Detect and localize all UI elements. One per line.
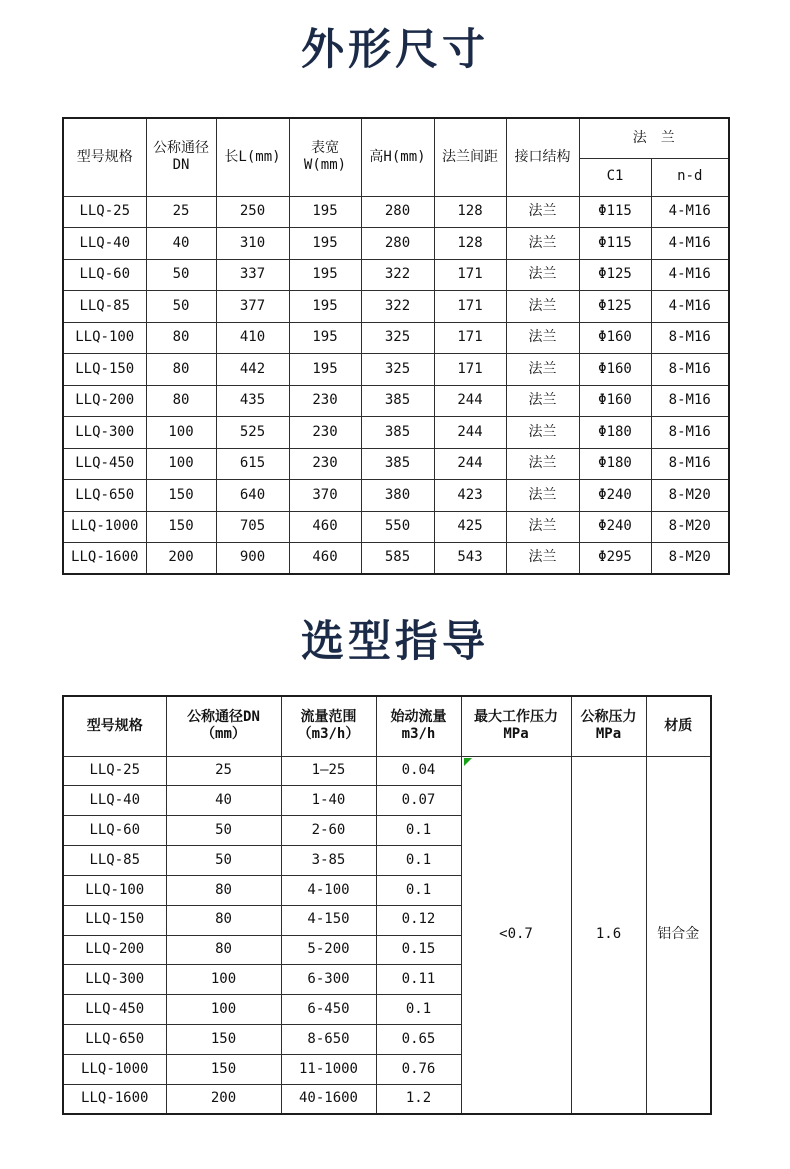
section-title-dimensions: 外形尺寸 xyxy=(301,25,489,75)
table-cell: 0.04 xyxy=(376,756,461,786)
table-cell: 230 xyxy=(289,417,361,449)
table-cell: 171 xyxy=(434,291,506,323)
table-cell: 150 xyxy=(166,1025,281,1055)
table-cell: 150 xyxy=(146,480,216,512)
table-row xyxy=(63,259,729,291)
table-cell: 8-650 xyxy=(281,1025,376,1055)
table-cell: 0.07 xyxy=(376,786,461,816)
table-row xyxy=(63,480,729,512)
table-cell: 80 xyxy=(166,875,281,905)
dimensions-table-header xyxy=(63,118,729,196)
table-cell: 8-M16 xyxy=(651,322,729,354)
table-cell: 370 xyxy=(289,480,361,512)
column-header: 型号规格 xyxy=(63,696,166,756)
table-cell: 50 xyxy=(166,816,281,846)
table-cell: 200 xyxy=(166,1084,281,1114)
table-cell: 640 xyxy=(216,480,289,512)
table-cell: 230 xyxy=(289,448,361,480)
table-cell: 150 xyxy=(166,1054,281,1084)
table-cell: 6-300 xyxy=(281,965,376,995)
table-cell: 11-1000 xyxy=(281,1054,376,1084)
table-cell: 法兰 xyxy=(506,511,579,543)
table-cell: LLQ-40 xyxy=(63,228,146,260)
table-cell: 385 xyxy=(361,385,434,417)
column-header: 表宽W(mm) xyxy=(289,118,361,196)
table-cell: 8-M16 xyxy=(651,354,729,386)
table-cell: 0.15 xyxy=(376,935,461,965)
table-cell: Φ180 xyxy=(579,448,651,480)
table-row xyxy=(63,756,711,786)
table-cell: 435 xyxy=(216,385,289,417)
table-cell: 1.2 xyxy=(376,1084,461,1114)
table-cell: 460 xyxy=(289,543,361,575)
table-cell: 195 xyxy=(289,259,361,291)
table-cell: 250 xyxy=(216,196,289,228)
table-cell: 80 xyxy=(146,354,216,386)
table-cell: 615 xyxy=(216,448,289,480)
selection-table-body xyxy=(63,756,711,1114)
table-cell: 0.1 xyxy=(376,846,461,876)
table-cell: 705 xyxy=(216,511,289,543)
table-cell: 525 xyxy=(216,417,289,449)
table-cell: 280 xyxy=(361,196,434,228)
section-title-selection: 选型指导 xyxy=(301,617,489,667)
table-cell: LLQ-60 xyxy=(63,259,146,291)
table-cell: 法兰 xyxy=(506,228,579,260)
table-cell: 3-85 xyxy=(281,846,376,876)
table-row xyxy=(63,196,729,228)
table-cell: 8-M16 xyxy=(651,448,729,480)
table-row xyxy=(63,511,729,543)
table-cell: LLQ-450 xyxy=(63,995,166,1025)
table-cell: 法兰 xyxy=(506,543,579,575)
column-header: 接口结构 xyxy=(506,118,579,196)
column-subheader: C1 xyxy=(579,158,651,196)
table-cell: 442 xyxy=(216,354,289,386)
table-cell: 425 xyxy=(434,511,506,543)
table-cell: 171 xyxy=(434,259,506,291)
table-cell: 244 xyxy=(434,417,506,449)
header-row xyxy=(63,118,729,158)
column-header: 最大工作压力 MPa xyxy=(461,696,571,756)
table-cell: 法兰 xyxy=(506,354,579,386)
table-cell: 0.1 xyxy=(376,995,461,1025)
table-cell: 8-M20 xyxy=(651,543,729,575)
table-cell: 1—25 xyxy=(281,756,376,786)
table-cell: 150 xyxy=(146,511,216,543)
table-cell: 244 xyxy=(434,385,506,417)
column-header: 材质 xyxy=(646,696,711,756)
table-cell: 230 xyxy=(289,385,361,417)
table-cell: 4-M16 xyxy=(651,196,729,228)
column-header: 公称通径 DN xyxy=(146,118,216,196)
table-cell: LLQ-200 xyxy=(63,385,146,417)
table-row xyxy=(63,291,729,323)
table-row xyxy=(63,228,729,260)
table-cell: 325 xyxy=(361,322,434,354)
selection-table-header xyxy=(63,696,711,756)
table-cell: LLQ-85 xyxy=(63,291,146,323)
table-cell: 322 xyxy=(361,291,434,323)
table-cell: Φ295 xyxy=(579,543,651,575)
table-cell: LLQ-1600 xyxy=(63,1084,166,1114)
table-cell: 法兰 xyxy=(506,322,579,354)
table-row xyxy=(63,322,729,354)
table-cell: 80 xyxy=(166,935,281,965)
table-row xyxy=(63,543,729,575)
table-row xyxy=(63,417,729,449)
table-cell: LLQ-150 xyxy=(63,905,166,935)
table-cell: 195 xyxy=(289,228,361,260)
table-cell: 325 xyxy=(361,354,434,386)
table-cell: 4-150 xyxy=(281,905,376,935)
table-cell: 4-M16 xyxy=(651,228,729,260)
table-cell: 380 xyxy=(361,480,434,512)
table-cell: 0.11 xyxy=(376,965,461,995)
table-cell: LLQ-650 xyxy=(63,1025,166,1055)
table-cell: LLQ-1000 xyxy=(63,1054,166,1084)
table-cell: LLQ-650 xyxy=(63,480,146,512)
table-cell: 385 xyxy=(361,417,434,449)
table-cell: 900 xyxy=(216,543,289,575)
table-cell: LLQ-100 xyxy=(63,322,146,354)
dimensions-table-body xyxy=(63,196,729,574)
table-cell: 4-100 xyxy=(281,875,376,905)
column-header: 流量范围 （m3/h） xyxy=(281,696,376,756)
table-cell: 585 xyxy=(361,543,434,575)
table-cell: 80 xyxy=(166,905,281,935)
column-header-flange-group: 法 兰 xyxy=(579,118,729,158)
table-cell: 0.65 xyxy=(376,1025,461,1055)
table-cell: 195 xyxy=(289,354,361,386)
table-cell: 460 xyxy=(289,511,361,543)
table-cell: 法兰 xyxy=(506,196,579,228)
table-cell: Φ160 xyxy=(579,354,651,386)
table-cell: Φ180 xyxy=(579,417,651,449)
merged-cell-max-working-pressure: <0.7 xyxy=(461,756,571,1114)
table-cell: 100 xyxy=(146,448,216,480)
table-cell: 4-M16 xyxy=(651,291,729,323)
table-cell: 195 xyxy=(289,291,361,323)
table-cell: LLQ-200 xyxy=(63,935,166,965)
table-cell: 80 xyxy=(146,322,216,354)
table-cell: 8-M20 xyxy=(651,511,729,543)
merged-cell-material: 铝合金 xyxy=(646,756,711,1114)
table-cell: 8-M16 xyxy=(651,417,729,449)
column-header: 长L(mm) xyxy=(216,118,289,196)
column-subheader: n-d xyxy=(651,158,729,196)
table-cell: 128 xyxy=(434,196,506,228)
table-cell: 法兰 xyxy=(506,291,579,323)
column-header: 公称压力 MPa xyxy=(571,696,646,756)
table-cell: 0.1 xyxy=(376,875,461,905)
table-cell: 4-M16 xyxy=(651,259,729,291)
table-cell: LLQ-150 xyxy=(63,354,146,386)
table-cell: 5-200 xyxy=(281,935,376,965)
table-cell: 0.76 xyxy=(376,1054,461,1084)
table-cell: 50 xyxy=(146,259,216,291)
table-cell: LLQ-450 xyxy=(63,448,146,480)
table-cell: 385 xyxy=(361,448,434,480)
table-cell: 377 xyxy=(216,291,289,323)
table-cell: Φ160 xyxy=(579,322,651,354)
table-row xyxy=(63,354,729,386)
table-cell: Φ115 xyxy=(579,228,651,260)
table-cell: 171 xyxy=(434,322,506,354)
table-cell: 法兰 xyxy=(506,259,579,291)
table-cell: LLQ-1000 xyxy=(63,511,146,543)
table-cell: 80 xyxy=(146,385,216,417)
table-cell: 8-M16 xyxy=(651,385,729,417)
table-cell: Φ240 xyxy=(579,480,651,512)
table-cell: 0.1 xyxy=(376,816,461,846)
table-cell: 322 xyxy=(361,259,434,291)
table-cell: LLQ-25 xyxy=(63,196,146,228)
table-cell: Φ115 xyxy=(579,196,651,228)
table-cell: 100 xyxy=(166,995,281,1025)
table-cell: 2-60 xyxy=(281,816,376,846)
header-row xyxy=(63,696,711,756)
table-cell: Φ160 xyxy=(579,385,651,417)
table-cell: 280 xyxy=(361,228,434,260)
table-cell: 310 xyxy=(216,228,289,260)
table-row xyxy=(63,448,729,480)
merged-cell-nominal-pressure: 1.6 xyxy=(571,756,646,1114)
table-cell: 法兰 xyxy=(506,448,579,480)
table-cell: LLQ-1600 xyxy=(63,543,146,575)
table-cell: 0.12 xyxy=(376,905,461,935)
column-header: 型号规格 xyxy=(63,118,146,196)
table-cell: 423 xyxy=(434,480,506,512)
table-cell: 195 xyxy=(289,196,361,228)
table-cell: LLQ-25 xyxy=(63,756,166,786)
table-cell: 128 xyxy=(434,228,506,260)
table-cell: 法兰 xyxy=(506,480,579,512)
table-cell: 8-M20 xyxy=(651,480,729,512)
table-cell: 100 xyxy=(146,417,216,449)
table-cell: 550 xyxy=(361,511,434,543)
table-cell: 40 xyxy=(166,786,281,816)
table-cell: LLQ-85 xyxy=(63,846,166,876)
table-cell: 200 xyxy=(146,543,216,575)
table-cell: 50 xyxy=(146,291,216,323)
table-cell: Φ125 xyxy=(579,291,651,323)
table-cell: 40-1600 xyxy=(281,1084,376,1114)
table-row xyxy=(63,385,729,417)
table-cell: LLQ-300 xyxy=(63,965,166,995)
table-cell: 100 xyxy=(166,965,281,995)
table-cell: 法兰 xyxy=(506,385,579,417)
table-cell: 40 xyxy=(146,228,216,260)
table-cell: LLQ-60 xyxy=(63,816,166,846)
cell-corner-marker-icon xyxy=(464,758,472,766)
table-cell: 171 xyxy=(434,354,506,386)
table-cell: 25 xyxy=(146,196,216,228)
table-cell: 1-40 xyxy=(281,786,376,816)
table-cell: 410 xyxy=(216,322,289,354)
column-header: 法兰间距 xyxy=(434,118,506,196)
dimensions-table xyxy=(62,117,730,575)
table-cell: 50 xyxy=(166,846,281,876)
table-cell: 543 xyxy=(434,543,506,575)
table-cell: 法兰 xyxy=(506,417,579,449)
table-cell: 195 xyxy=(289,322,361,354)
table-cell: LLQ-300 xyxy=(63,417,146,449)
column-header: 始动流量 m3/h xyxy=(376,696,461,756)
table-cell: 244 xyxy=(434,448,506,480)
table-cell: Φ125 xyxy=(579,259,651,291)
table-cell: Φ240 xyxy=(579,511,651,543)
table-cell: 25 xyxy=(166,756,281,786)
column-header: 高H(mm) xyxy=(361,118,434,196)
selection-table xyxy=(62,695,712,1115)
column-header: 公称通径DN （mm） xyxy=(166,696,281,756)
table-cell: 337 xyxy=(216,259,289,291)
table-cell: 6-450 xyxy=(281,995,376,1025)
table-cell: LLQ-40 xyxy=(63,786,166,816)
table-cell: LLQ-100 xyxy=(63,875,166,905)
